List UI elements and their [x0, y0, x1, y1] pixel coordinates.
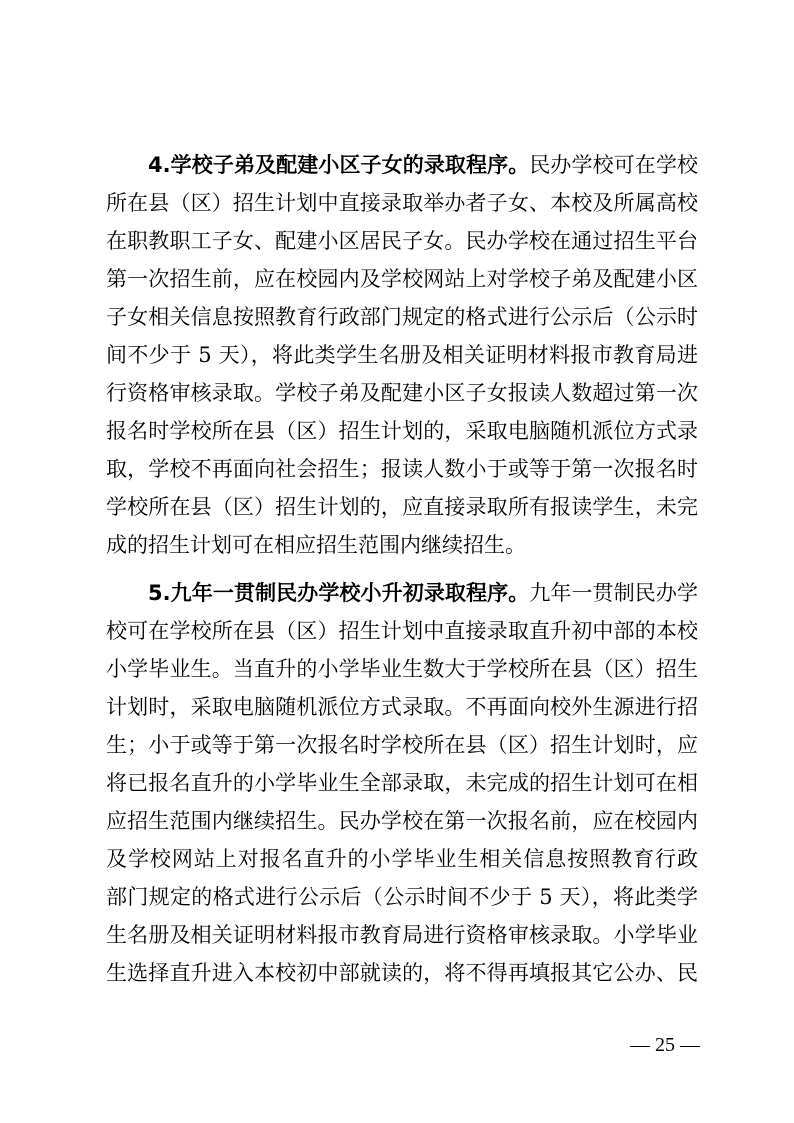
section-5-text: 九年一贯制民办学	[529, 581, 698, 605]
body-line: 生选择直升进入本校初中部就读的，将不得再填报其它公办、民	[106, 961, 698, 985]
body-line: 报名时学校所在县（区）招生计划的，采取电脑随机派位方式录	[106, 419, 698, 443]
body-line: 间不少于 5 天），将此类学生名册及相关证明材料报市教育局进	[106, 343, 698, 367]
body-line: 应招生范围内继续招生。民办学校在第一次报名前，应在校园内	[106, 809, 698, 833]
section-4-text: 民办学校可在学校	[529, 153, 698, 177]
body-line: 取，学校不再面向社会招生；报读人数小于或等于第一次报名时	[106, 457, 698, 481]
body-line: 子女相关信息按照教育行政部门规定的格式进行公示后（公示时	[106, 305, 698, 329]
body-line: 校可在学校所在县（区）招生计划中直接录取直升初中部的本校	[106, 619, 698, 643]
section-5-heading: 5.九年一贯制民办学校小升初录取程序。	[148, 581, 530, 605]
body-line: 所在县（区）招生计划中直接录取举办者子女、本校及所属高校	[106, 191, 698, 215]
section-4-line-1	[148, 148, 698, 182]
body-line: 学校所在县（区）招生计划的，应直接录取所有报读学生，未完	[106, 495, 698, 519]
body-line: 生；小于或等于第一次报名时学校所在县（区）招生计划时，应	[106, 733, 698, 757]
section-5-line-1	[148, 576, 698, 610]
body-line: 在职教职工子女、配建小区居民子女。民办学校在通过招生平台	[106, 229, 698, 253]
body-line: 成的招生计划可在相应招生范围内继续招生。	[106, 533, 526, 557]
body-line: 及学校网站上对报名直升的小学毕业生相关信息按照教育行政	[106, 847, 698, 871]
body-line: 第一次招生前，应在校园内及学校网站上对学校子弟及配建小区	[106, 267, 698, 291]
body-line: 生名册及相关证明材料报市教育局进行资格审核录取。小学毕业	[106, 923, 698, 947]
section-4-heading: 4.学校子弟及配建小区子女的录取程序。	[148, 153, 530, 177]
body-line: 将已报名直升的小学毕业生全部录取，未完成的招生计划可在相	[106, 771, 698, 795]
body-line: 部门规定的格式进行公示后（公示时间不少于 5 天），将此类学	[106, 885, 698, 909]
body-line: 计划时，采取电脑随机派位方式录取。不再面向校外生源进行招	[106, 695, 698, 719]
body-line: 小学毕业生。当直升的小学毕业生数大于学校所在县（区）招生	[106, 657, 698, 681]
body-line: 行资格审核录取。学校子弟及配建小区子女报读人数超过第一次	[106, 381, 698, 405]
page-number: — 25 —	[630, 1034, 700, 1056]
